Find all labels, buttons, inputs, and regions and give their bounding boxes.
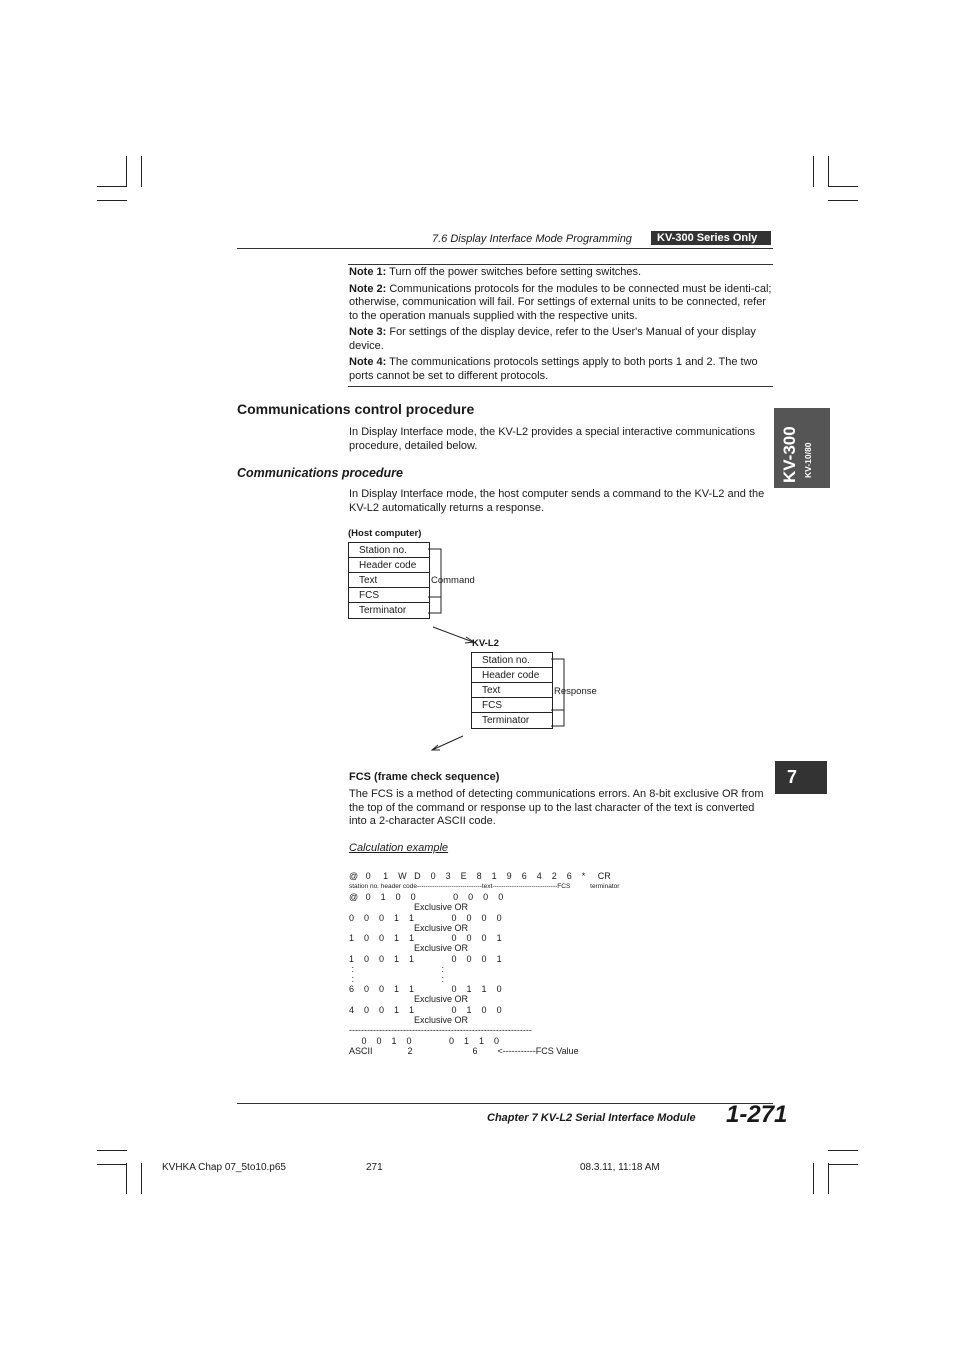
note-text: For settings of the display device, refer to the User's Manual of your display device. (349, 326, 756, 352)
note-3 (349, 326, 773, 353)
note-label: Note 4: (349, 356, 387, 368)
side-tab-sub: KV-10/80 (803, 442, 813, 478)
calc-row: ASCII 2 6 <-----------FCS Value (349, 1045, 579, 1056)
footer-sheet: 271 (366, 1162, 383, 1173)
arrow-return-icon (428, 733, 468, 753)
series-badge: KV-300 Series Only (651, 231, 771, 245)
calc-row: : : (349, 964, 445, 975)
frame-field: Text (472, 683, 552, 698)
calc-row: Exclusive OR (349, 902, 469, 913)
frame-field: Header code (349, 558, 429, 573)
crop-mark (97, 1150, 127, 1151)
crop-mark (828, 1150, 858, 1151)
calc-title: Calculation example (349, 842, 449, 854)
frame-field: Header code (472, 668, 552, 683)
frame-field: Terminator (359, 605, 407, 616)
calc-row: 6 0 0 1 1 0 1 1 0 (349, 984, 502, 995)
side-tab-main: KV-300 (780, 426, 799, 483)
host-frame (348, 542, 430, 619)
crop-mark (141, 1163, 142, 1194)
calc-row: 4 0 0 1 1 0 1 0 0 (349, 1004, 502, 1015)
footer-rule (237, 1103, 773, 1104)
side-tab-kv300 (774, 408, 830, 488)
note-1 (349, 266, 773, 280)
frame-field: FCS (472, 698, 552, 713)
crop-mark (828, 200, 858, 201)
subsection-title: Communications procedure (237, 466, 403, 480)
calc-row: Exclusive OR (349, 943, 469, 954)
page-number: 1-271 (726, 1101, 788, 1128)
calc-row: : : (349, 974, 445, 985)
note-4 (349, 356, 773, 383)
subsection-body: In Display Interface mode, the host computer sends a command to the KV-L2 and the KV-L2 automatically returns a response. (349, 488, 765, 514)
calc-row: 1 0 0 1 1 0 0 0 1 (349, 953, 502, 964)
chapter-number: 7 (787, 767, 798, 787)
note-2 (349, 283, 773, 324)
crop-mark (828, 186, 858, 187)
crop-mark (828, 156, 829, 187)
section-body: In Display Interface mode, the KV-L2 provides a special interactive communications procedure, detailed below. (349, 426, 755, 452)
section-title: Communications control procedure (237, 401, 475, 417)
calc-table (349, 892, 579, 1056)
frame-field: Station no. (472, 653, 552, 668)
crop-mark (97, 186, 127, 187)
fcs-body: The FCS is a method of detecting communications errors. An 8-bit exclusive OR from the top of the command or response up to the last character of the text is converted into a 2-character ASCII code. (349, 788, 764, 827)
command-label: Command (431, 575, 475, 586)
crop-mark (828, 1163, 829, 1194)
calc-row: Exclusive OR (349, 922, 469, 933)
frame-field: FCS (349, 588, 429, 603)
response-label: Response (554, 686, 597, 697)
fcs-title: FCS (frame check sequence) (349, 771, 500, 783)
section-header: 7.6 Display Interface Mode Programming (432, 233, 632, 245)
frame-field: Station no. (349, 543, 429, 558)
note-label: Note 2: (349, 282, 387, 295)
calc-divider: ------------------------------------------------------------- (349, 1025, 532, 1036)
note-text: The communications protocols settings apply to both ports 1 and 2. The two ports cannot be set to different protocols. (349, 356, 758, 382)
calc-labels-row: station no. header code------------------------------text------------------------------FCS terminator (349, 883, 620, 890)
crop-mark (126, 156, 127, 187)
calc-top-row: @ 0 1 W D 0 3 E 8 1 9 6 4 2 6 * CR (349, 871, 611, 881)
crop-mark (813, 1163, 814, 1194)
calc-row: Exclusive OR (349, 1014, 469, 1025)
calc-row: Exclusive OR (349, 994, 469, 1005)
footer-file: KVHKA Chap 07_5to10.p65 (162, 1162, 286, 1173)
header-rule (237, 248, 773, 249)
note-label: Note 1: (349, 266, 387, 278)
notes-block (349, 266, 773, 383)
footer-chapter: Chapter 7 KV-L2 Serial Interface Module (487, 1112, 696, 1124)
crop-mark (97, 1164, 127, 1165)
calc-row: @ 0 1 0 0 0 0 0 0 (349, 892, 504, 902)
frame-field: Text (349, 573, 429, 588)
crop-mark (97, 200, 127, 201)
note-text: Communications protocols for the modules to be connected must be identi-cal; otherwise, communication will fail. For settings of external units to be connected, refer to the operation manuals supplied with the respective units. (349, 282, 772, 322)
calc-row: 0 0 0 1 1 0 0 0 0 (349, 912, 502, 923)
host-label: (Host computer) (348, 528, 422, 539)
crop-mark (828, 1164, 858, 1165)
notes-bottom-rule (348, 386, 773, 387)
footer-date: 08.3.11, 11:18 AM (580, 1162, 660, 1173)
crop-mark (141, 156, 142, 187)
kv-label: KV-L2 (472, 638, 499, 649)
note-label: Note 3: (349, 326, 387, 338)
crop-mark (813, 156, 814, 187)
frame-field: Terminator (482, 715, 530, 726)
note-text: Turn off the power switches before setting switches. (389, 266, 642, 278)
calc-row: 1 0 0 1 1 0 0 0 1 (349, 933, 502, 944)
chapter-tab (775, 761, 827, 794)
notes-top-rule (348, 264, 773, 265)
kv-frame (471, 652, 553, 729)
crop-mark (126, 1163, 127, 1194)
calc-row: 0 0 1 0 0 1 1 0 (349, 1035, 500, 1046)
